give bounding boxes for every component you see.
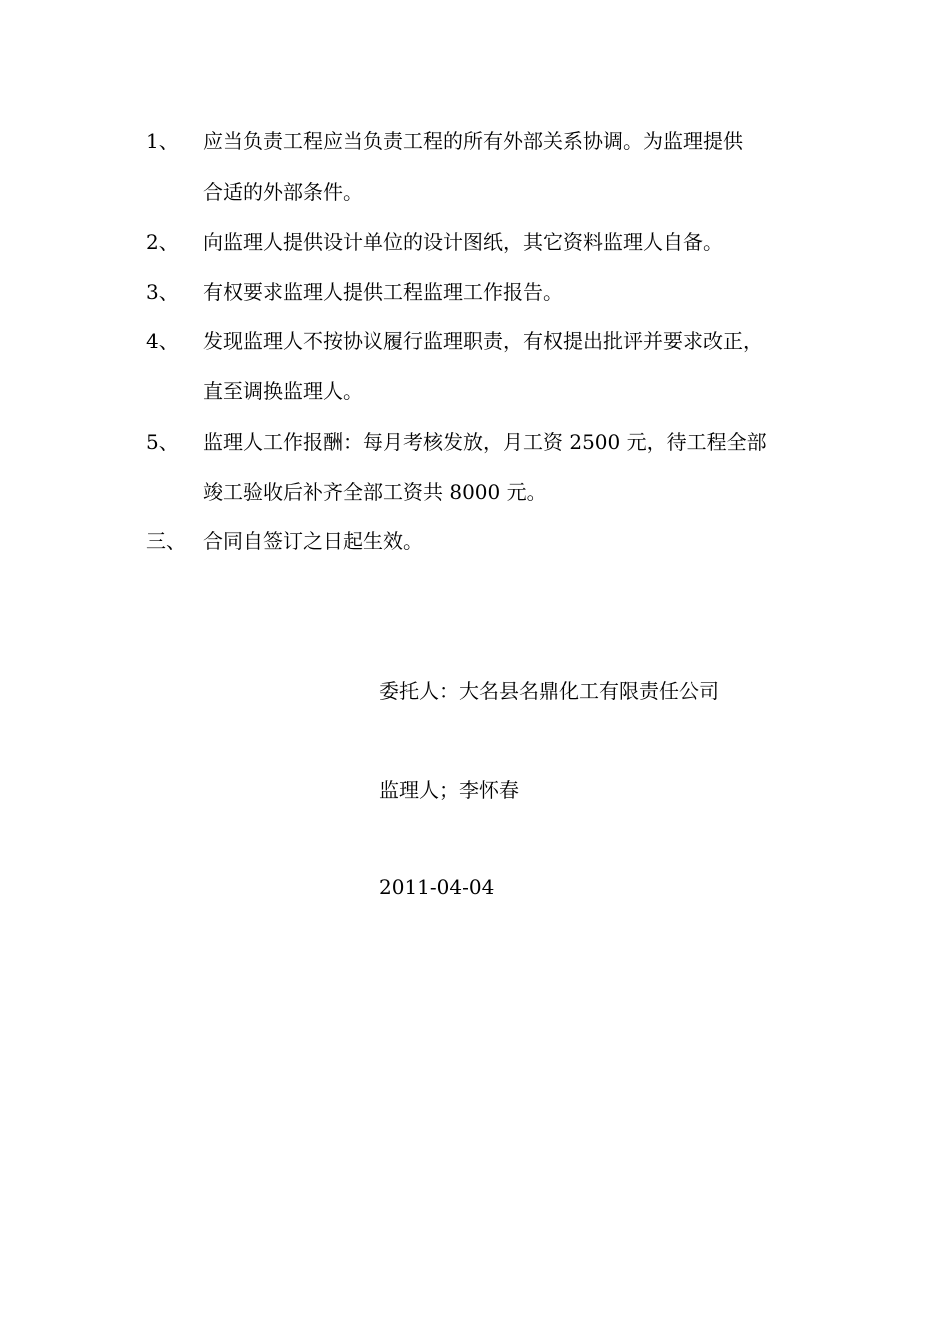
item-1-text-line-2: 合适的外部条件。: [203, 180, 363, 204]
item-1-text-line-1: 应当负责工程应当负责工程的所有外部关系协调。为监理提供: [203, 129, 743, 153]
item-3-number: 3、: [146, 280, 179, 304]
item-2-text-line-1: 向监理人提供设计单位的设计图纸，其它资料监理人自备。: [203, 230, 723, 254]
item-5-number: 5、: [146, 430, 179, 454]
item-4-number: 4、: [146, 329, 179, 353]
item-1-number: 1、: [146, 129, 179, 153]
supervisor-signature: 监理人；李怀春: [379, 778, 519, 802]
item-5-text-line-1: 监理人工作报酬：每月考核发放，月工资 2500 元，待工程全部: [203, 430, 767, 454]
item-2-number: 2、: [146, 230, 179, 254]
item-4-text-line-1: 发现监理人不按协议履行监理职责，有权提出批评并要求改正，: [203, 329, 763, 353]
section-three-number: 三、: [146, 529, 186, 553]
signature-date: 2011-04-04: [379, 875, 495, 899]
item-4-text-line-2: 直至调换监理人。: [203, 379, 363, 403]
item-3-text-line-1: 有权要求监理人提供工程监理工作报告。: [203, 280, 563, 304]
client-signature: 委托人：大名县名鼎化工有限责任公司: [379, 679, 719, 703]
item-5-text-line-2: 竣工验收后补齐全部工资共 8000 元。: [203, 480, 547, 504]
section-three-text: 合同自签订之日起生效。: [203, 529, 423, 553]
